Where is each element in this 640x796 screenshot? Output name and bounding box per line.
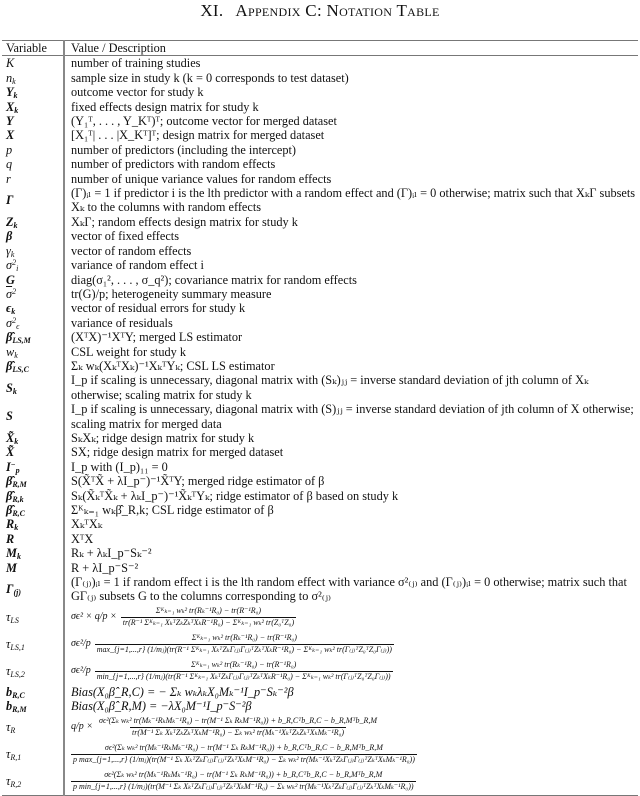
- variable-subscript: LS: [10, 616, 19, 626]
- variable-subscript: k: [16, 552, 21, 562]
- table-row: [2, 359, 638, 373]
- table-header-row: [2, 41, 638, 56]
- fraction-denominator: min_{j=1,...,r} (1/mⱼ)(tr(R⁻¹ Σᴷₖ₌₁ XₖᵀZₖΓ₍ⱼ₎Γ₍ⱼ₎ᵀZₖᵀXₖR⁻¹R₀) − Σᴷₖ₌₁ wₖ² tr(Γ₍ⱼ₎ᵀZ₀ᵀZ₀Γ₍ⱼ₎)): [96, 671, 391, 681]
- formula: [71, 770, 638, 792]
- variable-cell: [2, 768, 64, 796]
- variable-base: R: [6, 517, 15, 532]
- variable-symbol: [6, 546, 21, 560]
- table-row: [2, 431, 638, 445]
- variable-base: Γ: [6, 582, 14, 597]
- variable-subscript: (j): [13, 588, 21, 598]
- variable-base: γ: [6, 243, 11, 258]
- variable-base: β: [6, 229, 13, 244]
- description-cell: Bias(X₀β̂_R,M) = −λX₀M⁻¹I_p⁻S⁻²β: [71, 699, 252, 714]
- variable-subscript: k: [11, 307, 16, 317]
- formula-cell: [64, 604, 638, 631]
- variable-cell: [2, 532, 64, 546]
- variable-cell: [2, 143, 64, 157]
- variable-symbol: [6, 409, 13, 423]
- variable-base: r: [6, 171, 11, 186]
- variable-base: β̂: [6, 503, 13, 517]
- variable-subscript: k: [10, 249, 15, 259]
- variable-subscript: R,C: [12, 690, 25, 700]
- fraction: [121, 606, 296, 628]
- table-row: [2, 128, 638, 142]
- description-cell: vector of random effects: [71, 243, 192, 258]
- variable-cell: [2, 244, 64, 258]
- variable-cell: [2, 517, 64, 531]
- header-description: Value / Description: [71, 41, 166, 55]
- description-cell: tr(G)/p; heterogeneity summary measure: [71, 286, 272, 301]
- variable-symbol: [6, 345, 18, 359]
- table-row: [2, 71, 638, 85]
- formula-prefix: σϵ²/p: [71, 638, 91, 650]
- table-row: [2, 100, 638, 114]
- variable-cell: [2, 157, 64, 171]
- variable-cell: [2, 503, 64, 517]
- variable-superscript: 2: [12, 286, 17, 296]
- formula-cell: [64, 714, 638, 741]
- variable-cell: [2, 258, 64, 272]
- formula-cell: [64, 631, 638, 658]
- variable-symbol: [6, 143, 12, 157]
- header-variable: Variable: [2, 41, 64, 56]
- description-cell: CSL weight for study k: [71, 344, 186, 359]
- variable-base: S: [6, 380, 13, 395]
- description-cell: variance of random effect i: [71, 258, 204, 273]
- table-row: [2, 714, 638, 741]
- variable-superscript: 2: [12, 258, 17, 268]
- table-row: [2, 143, 638, 157]
- formula: [71, 743, 638, 765]
- table-row: [2, 532, 638, 546]
- variable-cell: [2, 631, 64, 658]
- variable-symbol: [6, 561, 17, 575]
- variable-cell: [2, 741, 64, 768]
- variable-superscript: 2: [12, 315, 17, 325]
- formula-cell: [64, 768, 638, 796]
- fraction-denominator: tr(M⁻¹ Σₖ XₖᵀZₖZₖᵀXₖM⁻¹R₀) − Σₖ wₖ² tr(Mₖ⁻¹XₖᵀZₖZₖᵀXₖMₖ⁻¹R₀): [132, 727, 345, 737]
- variable-cell: [2, 229, 64, 243]
- variable-base: p: [6, 142, 13, 157]
- variable-base: σ: [6, 315, 13, 330]
- table-row: [2, 85, 638, 99]
- variable-subscript: k: [13, 91, 18, 101]
- variable-subscript: R,M: [12, 480, 27, 490]
- description-cell: Bias(X₀β̂_R,C) = − Σₖ wₖλₖX₀Mₖ⁻¹I_p⁻Sₖ⁻²β: [71, 684, 294, 699]
- table-row: [2, 287, 638, 301]
- variable-cell: [2, 445, 64, 459]
- variable-cell: [2, 685, 64, 699]
- description-cell: I_p if scaling is unnecessary, diagonal matrix with (Sₖ)ⱼⱼ = inverse standard deviation of jth column of Xₖ otherwise; scaling matrix for study k: [71, 373, 589, 402]
- table-row: [2, 186, 638, 215]
- description-cell: Σₖ wₖ(XₖᵀXₖ)⁻¹XₖᵀYₖ; CSL LS estimator: [71, 358, 275, 373]
- variable-cell: [2, 186, 64, 215]
- variable-symbol: [6, 503, 25, 517]
- variable-symbol: [6, 85, 18, 99]
- variable-cell: [2, 699, 64, 713]
- notation-table: [2, 40, 638, 796]
- table-row: [2, 316, 638, 330]
- variable-base: K: [6, 56, 15, 71]
- variable-base: M: [6, 546, 17, 561]
- formula: [71, 660, 638, 682]
- variable-base: Y: [6, 85, 14, 100]
- variable-symbol: [6, 431, 18, 445]
- fraction-numerator: Σᴷₖ₌₁ wₖ² tr(Rₖ⁻¹R₀) − tr(R⁻¹R₀): [155, 606, 262, 616]
- formula-cell: [64, 741, 638, 768]
- table-row: [2, 604, 638, 631]
- description-cell: XₖᵀXₖ: [71, 517, 103, 532]
- variable-cell: [2, 474, 64, 488]
- table-row: [2, 741, 638, 768]
- description-cell: vector of residual errors for study k: [71, 301, 246, 316]
- table-row: [2, 273, 638, 287]
- table-row: [2, 215, 638, 229]
- variable-symbol: [6, 301, 15, 315]
- variable-subscript: i: [16, 264, 19, 274]
- variable-base: β̂: [6, 488, 13, 503]
- table-row: [2, 157, 638, 171]
- variable-subscript: LS,C: [12, 364, 29, 374]
- variable-symbol: [6, 100, 18, 114]
- variable-symbol: [6, 193, 13, 207]
- table-row: [2, 517, 638, 531]
- fraction: [71, 743, 417, 765]
- fraction: [71, 770, 416, 792]
- variable-cell: [2, 172, 64, 186]
- variable-base: X̃: [6, 445, 15, 460]
- variable-base: X: [6, 99, 15, 114]
- variable-cell: [2, 71, 64, 85]
- variable-cell: [2, 56, 64, 71]
- variable-subscript: k: [14, 105, 19, 115]
- table-row: [2, 561, 638, 575]
- variable-base: b: [6, 699, 13, 714]
- variable-base: q: [6, 157, 13, 172]
- variable-base: R: [6, 531, 15, 546]
- table-row: [2, 575, 638, 604]
- table-row: [2, 546, 638, 560]
- variable-cell: [2, 373, 64, 402]
- section-number: XI.: [200, 1, 224, 20]
- fraction-numerator: σϵ²(Σₖ wₖ² tr(Mₖ⁻¹RₖMₖ⁻¹R₀) − tr(M⁻¹ Σₖ RₖM⁻¹R₀)) + b_R,Cᵀb_R,C − b_R,Mᵀb_R,M: [104, 770, 383, 780]
- formula: [71, 716, 638, 738]
- variable-symbol: [6, 244, 14, 258]
- variable-subscript: k: [12, 386, 17, 396]
- variable-symbol: [6, 474, 27, 488]
- variable-symbol: [6, 489, 24, 503]
- formula: [71, 633, 638, 655]
- variable-cell: [2, 658, 64, 685]
- fraction-numerator: σϵ²(Σₖ wₖ² tr(Mₖ⁻¹RₖMₖ⁻¹R₀) − tr(M⁻¹ Σₖ RₖM⁻¹R₀)) + b_R,Cᵀb_R,C − b_R,Mᵀb_R,M: [99, 716, 378, 726]
- description-cell: number of predictors with random effects: [71, 157, 276, 172]
- variable-subscript: p: [15, 465, 20, 475]
- fraction-denominator: tr(R⁻¹ Σᴷₖ₌₁ XₖᵀZₖZₖᵀXₖR⁻¹R₀) − Σᴷₖ₌₁ wₖ² tr(Z₀ᵀZ₀): [122, 617, 295, 627]
- description-cell: Rₖ + λₖI_p⁻Sₖ⁻²: [71, 546, 152, 561]
- variable-subscript: LS,2: [10, 670, 25, 680]
- variable-base: τ: [6, 719, 11, 734]
- variable-base: β̂: [6, 330, 13, 345]
- variable-base: $\overline{\sigma}$: [6, 286, 13, 301]
- section-title: [0, 0, 640, 22]
- variable-symbol: [6, 699, 27, 713]
- variable-subscript: R,k: [12, 494, 24, 504]
- variable-subscript: ϵ: [16, 321, 20, 331]
- description-cell: outcome vector for study k: [71, 85, 204, 100]
- variable-symbol: [6, 157, 12, 171]
- fraction-numerator: σϵ²(Σₖ wₖ² tr(Mₖ⁻¹RₖMₖ⁻¹R₀) − tr(M⁻¹ Σₖ RₖM⁻¹R₀)) + b_R,Cᵀb_R,C − b_R,Mᵀb_R,M: [104, 743, 383, 753]
- formula: [71, 606, 638, 628]
- variable-subscript: k: [14, 436, 19, 446]
- formula-cell: [64, 658, 638, 685]
- description-cell: variance of residuals: [71, 315, 173, 330]
- variable-base: σ: [6, 258, 13, 273]
- variable-subscript: R,C: [12, 509, 25, 518]
- variable-cell: [2, 287, 64, 301]
- variable-base: τ: [6, 746, 11, 761]
- fraction-numerator: Σᴷₖ₌₁ wₖ² tr(Rₖ⁻¹R₀) − tr(R⁻¹R₀): [191, 660, 297, 670]
- variable-cell: [2, 714, 64, 741]
- description-cell: I_p with (I_p)₁₁ = 0: [71, 459, 168, 474]
- table-row: [2, 445, 638, 459]
- variable-cell: [2, 431, 64, 445]
- variable-base: X: [6, 128, 15, 143]
- variable-symbol: [6, 229, 12, 243]
- variable-base: G: [6, 272, 15, 287]
- table-row: [2, 114, 638, 128]
- description-cell: S(X̃ᵀX̃ + λI_p⁻)⁻¹X̃ᵀY; merged ridge estimator of β: [71, 474, 325, 489]
- variable-symbol: [6, 56, 14, 70]
- variable-base: β̂: [6, 358, 13, 373]
- description-cell: (Y₁ᵀ, . . . , Y_Kᵀ)ᵀ; outcome vector for merged dataset: [71, 114, 337, 129]
- fraction: [95, 660, 393, 682]
- variable-base: τ: [6, 773, 11, 788]
- variable-cell: [2, 460, 64, 474]
- description-cell: number of training studies: [71, 56, 201, 71]
- variable-symbol: [6, 747, 21, 761]
- variable-subscript: k: [14, 350, 18, 360]
- variable-base: Z: [6, 214, 14, 229]
- description-cell: SₖXₖ; ridge design matrix for study k: [71, 430, 255, 445]
- description-cell: Σᴷₖ₌₁ wₖβ̂_R,k; CSL ridge estimator of β: [71, 503, 274, 517]
- table-row: [2, 373, 638, 402]
- variable-subscript: LS,M: [12, 336, 31, 346]
- table-row: [2, 631, 638, 658]
- table-row: [2, 56, 638, 71]
- formula-prefix: σϵ²/p: [71, 665, 91, 677]
- variable-base: Y: [6, 114, 14, 129]
- variable-subscript: R: [10, 725, 16, 735]
- variable-subscript: R,2: [10, 779, 22, 789]
- description-cell: fixed effects design matrix for study k: [71, 99, 259, 114]
- variable-symbol: [6, 774, 21, 788]
- description-cell: sample size in study k (k = 0 corresponds to test dataset): [71, 70, 349, 85]
- variable-subscript: R,M: [12, 705, 27, 715]
- variable-cell: [2, 402, 64, 431]
- fraction: [97, 716, 379, 738]
- table-row: [2, 503, 638, 517]
- variable-symbol: [6, 460, 20, 474]
- fraction: [95, 633, 394, 655]
- variable-cell: [2, 489, 64, 503]
- description-cell: number of unique variance values for random effects: [71, 171, 332, 186]
- description-cell: (XᵀX)⁻¹XᵀY; merged LS estimator: [71, 330, 243, 345]
- table-body: [2, 56, 638, 795]
- variable-base: S: [6, 409, 13, 424]
- variable-symbol: [6, 582, 21, 596]
- table-row: [2, 258, 638, 272]
- table-row: [2, 330, 638, 344]
- variable-subscript: k: [12, 76, 16, 86]
- variable-cell: [2, 604, 64, 631]
- table-row: [2, 699, 638, 713]
- variable-superscript: −: [10, 459, 16, 469]
- variable-symbol: [6, 381, 17, 395]
- variable-symbol: [6, 445, 14, 459]
- variable-subscript: LS,1: [10, 643, 25, 653]
- variable-cell: [2, 575, 64, 604]
- table-row: [2, 301, 638, 315]
- formula-prefix: q/p ×: [71, 721, 94, 733]
- description-cell: Sₖ(X̃ₖᵀX̃ₖ + λₖI_p⁻)⁻¹X̃ₖᵀYₖ; ridge estimator of β based on study k: [71, 488, 399, 503]
- variable-symbol: [6, 359, 29, 373]
- fraction-denominator: p min_{j=1,...,r} (1/mⱼ)(tr(M⁻¹ Σₖ XₖᵀZₖΓ₍ⱼ₎Γ₍ⱼ₎ᵀZₖᵀXₖM⁻¹R₀) − Σₖ wₖ² tr(Mₖ⁻¹XₖᵀZₖΓ₍ⱼ₎Γ₍ⱼ₎ᵀZₖᵀXₖMₖ⁻¹R₀)): [73, 781, 414, 791]
- variable-subscript: R,1: [10, 752, 22, 762]
- variable-symbol: [6, 172, 11, 186]
- variable-symbol: [6, 330, 31, 344]
- variable-base: b: [6, 684, 13, 699]
- variable-cell: [2, 100, 64, 114]
- description-cell: vector of fixed effects: [71, 229, 179, 244]
- variable-cell: [2, 345, 64, 359]
- description-cell: R + λI_p⁻S⁻²: [71, 560, 139, 575]
- variable-cell: [2, 561, 64, 575]
- variable-symbol: [6, 273, 15, 287]
- description-cell: I_p if scaling is unnecessary, diagonal matrix with (S)ⱼⱼ = inverse standard deviation of jth column of X otherwise; scaling matrix for merged data: [71, 402, 634, 431]
- table-row: [2, 460, 638, 474]
- variable-base: Γ: [6, 193, 14, 208]
- fraction-denominator: p max_{j=1,...,r} (1/mⱼ)(tr(M⁻¹ Σₖ XₖᵀZₖΓ₍ⱼ₎Γ₍ⱼ₎ᵀZₖᵀXₖM⁻¹R₀) − Σₖ wₖ² tr(Mₖ⁻¹XₖᵀZₖΓ₍ⱼ₎Γ₍ⱼ₎ᵀZₖᵀXₖMₖ⁻¹R₀)): [73, 754, 415, 764]
- description-cell: diag(σ₁², . . . , σ_q²); covariance matrix for random effects: [71, 272, 357, 287]
- table-row: [2, 768, 638, 796]
- description-cell: (Γ)ᵢₗ = 1 if predictor i is the lth predictor with a random effect and (Γ)ᵢₗ = 0 otherwise; matrix such that XₖΓ subsets Xₖ to the columns with random effects: [71, 186, 636, 215]
- variable-symbol: [6, 720, 15, 734]
- fraction-numerator: Σᴷₖ₌₁ wₖ² tr(Rₖ⁻¹R₀) − tr(R⁻¹R₀): [191, 633, 297, 643]
- variable-base: τ: [6, 664, 11, 679]
- variable-base: β̂: [6, 474, 13, 489]
- table-row: [2, 658, 638, 685]
- variable-symbol: [6, 258, 18, 272]
- variable-symbol: [6, 637, 25, 651]
- variable-symbol: [6, 128, 14, 142]
- variable-base: I: [6, 459, 11, 474]
- table-row: [2, 402, 638, 431]
- variable-cell: [2, 114, 64, 128]
- description-cell: number of predictors (including the intercept): [71, 142, 297, 157]
- table-row: [2, 474, 638, 488]
- variable-cell: [2, 85, 64, 99]
- variable-cell: [2, 546, 64, 560]
- variable-symbol: [6, 287, 16, 301]
- description-cell: [X₁ᵀ| . . . |X_Kᵀ]ᵀ; design matrix for merged dataset: [71, 128, 325, 143]
- description-cell: (Γ₍ⱼ₎)ᵢₗ = 1 if random effect i is the lth random effect with variance σ²₍ⱼ₎ and (Γ₍ⱼ₎)ᵢₗ = 0 otherwise; matrix such that GΓ₍ⱼ₎ subsets G to the columns corresponding to σ²₍ⱼ₎: [71, 575, 627, 604]
- variable-base: n: [6, 70, 13, 85]
- table-row: [2, 489, 638, 503]
- variable-symbol: [6, 610, 19, 624]
- variable-symbol: [6, 71, 16, 85]
- variable-symbol: [6, 215, 18, 229]
- variable-symbol: [6, 316, 19, 330]
- variable-cell: [2, 215, 64, 229]
- variable-symbol: [6, 114, 14, 128]
- variable-cell: [2, 359, 64, 373]
- variable-subscript: k: [14, 523, 19, 533]
- variable-cell: [2, 301, 64, 315]
- variable-base: τ: [6, 610, 11, 625]
- variable-cell: [2, 273, 64, 287]
- variable-cell: [2, 330, 64, 344]
- table-row: [2, 244, 638, 258]
- variable-subscript: k: [13, 220, 18, 230]
- description-cell: SX; ridge design matrix for merged dataset: [71, 445, 284, 460]
- variable-symbol: [6, 685, 25, 699]
- variable-base: ϵ: [6, 301, 12, 316]
- variable-symbol: [6, 532, 14, 546]
- table-row: [2, 685, 638, 699]
- variable-cell: [2, 128, 64, 142]
- table-row: [2, 345, 638, 359]
- section-title-text: Appendix C: Notation Table: [235, 1, 440, 20]
- description-cell: XₖΓ; random effects design matrix for study k: [71, 214, 298, 229]
- variable-base: τ: [6, 637, 11, 652]
- fraction-denominator: max_{j=1,...,r} (1/mⱼ)(tr(R⁻¹ Σᴷₖ₌₁ XₖᵀZₖΓ₍ⱼ₎Γ₍ⱼ₎ᵀZₖᵀXₖR⁻¹R₀) − Σᴷₖ₌₁ wₖ² tr(Γ₍ⱼ₎ᵀZ₀ᵀZ₀Γ₍ⱼ₎)): [96, 644, 392, 654]
- variable-base: X̃: [6, 430, 15, 445]
- variable-base: w: [6, 344, 15, 359]
- variable-symbol: [6, 517, 18, 531]
- table-row: [2, 229, 638, 243]
- formula-prefix: σϵ² × q/p ×: [71, 611, 117, 623]
- table-row: [2, 172, 638, 186]
- variable-symbol: [6, 664, 25, 678]
- variable-base: M: [6, 560, 17, 575]
- description-cell: XᵀX: [71, 531, 94, 546]
- variable-cell: [2, 316, 64, 330]
